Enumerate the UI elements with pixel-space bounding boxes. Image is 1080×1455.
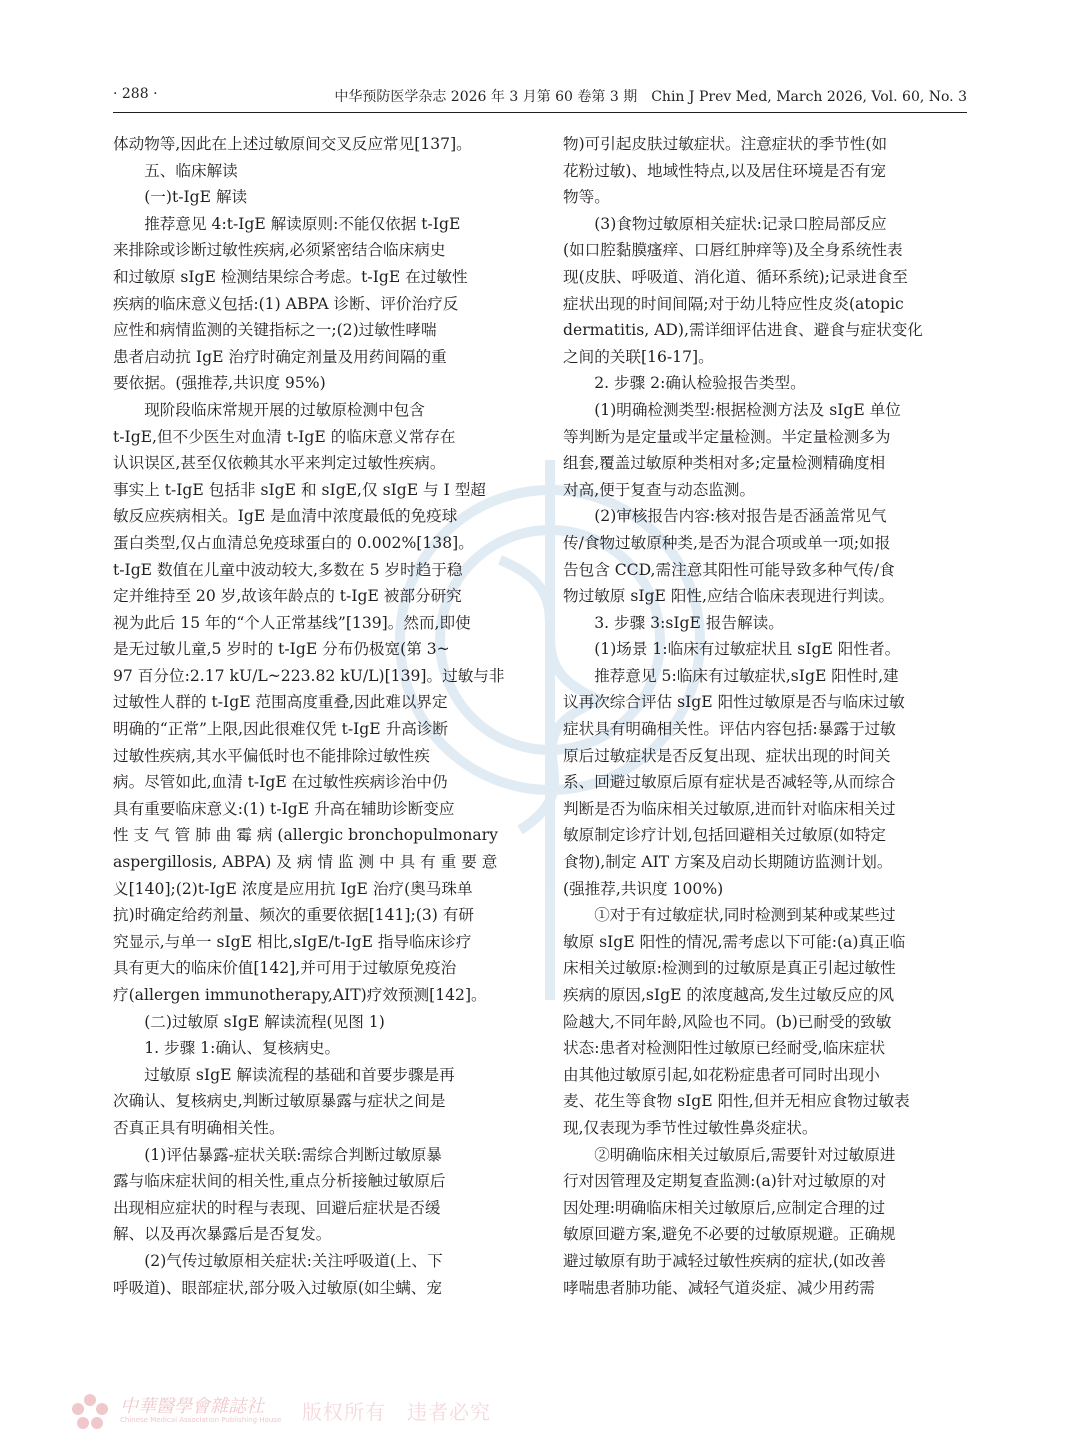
left-column bbox=[113, 131, 517, 1301]
text-line: 疗(allergen immunotherapy,AIT)疗效预测[142]。 bbox=[113, 986, 487, 1004]
text-line: 之间的关联[16-17]。 bbox=[563, 347, 714, 366]
text-line: ①对于有过敏症状,同时检测到某种或某些过 bbox=[594, 906, 896, 925]
text-line: 物)可引起皮肤过敏症状。注意症状的季节性(如 bbox=[563, 135, 888, 153]
text-line: (2)气传过敏原相关症状:关注呼吸道(上、下 bbox=[144, 1251, 443, 1270]
text-line: 性 支 气 管 肺 曲 霉 病 (allergic bronchopulmonary bbox=[113, 826, 498, 845]
text-line: 花粉过敏)、地域性特点,以及居住环境是否有宠 bbox=[563, 161, 886, 180]
text-line: 认识误区,甚至仅依赖其水平来判定过敏性疾病。 bbox=[113, 454, 446, 473]
text-line: 现(皮肤、呼吸道、消化道、循环系统);记录进食至 bbox=[563, 267, 908, 286]
text-line: 险越大,不同年龄,风险也不同。(b)已耐受的致敏 bbox=[563, 1012, 892, 1031]
text-line: 事实上 t-IgE 包括非 sIgE 和 sIgE,仅 sIgE 与 Ⅰ 型超 bbox=[113, 480, 486, 499]
text-line: 现,仅表现为季节性过敏性鼻炎症状。 bbox=[563, 1118, 818, 1137]
text-line: 出现相应症状的时程与表现、回避后症状是否缓 bbox=[113, 1198, 441, 1217]
publisher-watermark bbox=[70, 1390, 590, 1440]
publisher-name: 中華醫學會雜誌社 bbox=[120, 1396, 264, 1417]
page-number: · 288 · bbox=[113, 86, 158, 102]
text-line: (1)明确检测类型:根据检测方法及 sIgE 单位 bbox=[594, 400, 901, 419]
publisher-name-en: Chinese Medical Association Publishing House bbox=[120, 1416, 282, 1424]
publisher-logo-icon bbox=[70, 1392, 110, 1432]
text-line: 具有重要临床意义:(1) t-IgE 升高在辅助诊断变应 bbox=[113, 799, 455, 818]
right-column bbox=[563, 131, 967, 1301]
text-line: 物过敏原 sIgE 阳性,应结合临床表现进行判读。 bbox=[563, 587, 895, 606]
text-line: 否真正具有明确相关性。 bbox=[113, 1118, 285, 1137]
text-line: 床相关过敏原:检测到的过敏原是真正引起过敏性 bbox=[563, 959, 896, 978]
text-line: 由其他过敏原引起,如花粉症患者可同时出现小 bbox=[563, 1065, 880, 1084]
text-line: 敏反应疾病相关。IgE 是血清中浓度最低的免疫球 bbox=[113, 507, 458, 526]
text-line: t-IgE 数值在儿童中波动较大,多数在 5 岁时趋于稳 bbox=[113, 560, 463, 579]
text-line: (一)t-IgE 解读 bbox=[144, 188, 248, 207]
text-line: 过敏性人群的 t-IgE 范围高度重叠,因此难以界定 bbox=[113, 693, 448, 712]
text-line: 组套,覆盖过敏原种类相对多;定量检测精确度相 bbox=[563, 454, 886, 473]
text-line: 等判断为是定量或半定量检测。半定量检测多为 bbox=[563, 427, 891, 446]
text-line: 因处理:明确临床相关过敏原后,应制定合理的过 bbox=[563, 1198, 886, 1217]
text-line: 呼吸道)、眼部症状,部分吸入过敏原(如尘螨、宠 bbox=[113, 1278, 442, 1297]
text-line: 究显示,与单一 sIgE 相比,sIgE/t-IgE 指导临床诊疗 bbox=[113, 932, 472, 951]
text-line: 现阶段临床常规开展的过敏原检测中包含 bbox=[144, 400, 425, 419]
running-header bbox=[113, 86, 967, 110]
text-line: (强推荐,共识度 100%) bbox=[563, 879, 724, 898]
text-line: 体动物等,因此在上述过敏原间交叉反应常见[137]。 bbox=[113, 135, 472, 153]
text-line: (3)食物过敏原相关症状:记录口腔局部反应 bbox=[594, 214, 887, 233]
text-line: aspergillosis, ABPA) 及 病 情 监 测 中 具 有 重 要 意 bbox=[113, 853, 498, 872]
journal-citation: 中华预防医学杂志 2026 年 3 月第 60 卷第 3 期 Chin J Prev Med, March 2026, Vol. 60, No. 3 bbox=[334, 89, 967, 105]
text-line: 原后过敏症状是否反复出现、症状出现的时间关 bbox=[563, 746, 891, 765]
text-line: 敏原 sIgE 阳性的情况,需考虑以下可能:(a)真正临 bbox=[563, 932, 906, 951]
text-line: (1)评估暴露-症状关联:需综合判断过敏原暴 bbox=[144, 1145, 442, 1164]
text-line: 疾病的临床意义包括:(1) ABPA 诊断、评价治疗反 bbox=[113, 294, 459, 313]
text-line: 麦、花生等食物 sIgE 阳性,但并无相应食物过敏表 bbox=[563, 1092, 910, 1111]
text-line: (二)过敏原 sIgE 解读流程(见图 1) bbox=[144, 1012, 385, 1031]
text-line: 定并维持至 20 岁,故该年龄点的 t-IgE 被部分研究 bbox=[113, 587, 462, 606]
text-line: dermatitis, AD),需详细评估进食、避食与症状变化 bbox=[563, 321, 923, 340]
text-line: 物等。 bbox=[563, 188, 610, 207]
text-line: 过敏性疾病,其水平偏低时也不能排除过敏性疾 bbox=[113, 746, 430, 765]
text-line: t-IgE,但不少医生对血清 t-IgE 的临床意义常存在 bbox=[113, 427, 456, 446]
text-line: 哮喘患者肺功能、减轻气道炎症、减少用药需 bbox=[563, 1278, 875, 1297]
text-line: 五、临床解读 bbox=[144, 161, 238, 180]
text-line: (2)审核报告内容:核对报告是否涵盖常见气 bbox=[594, 507, 887, 526]
text-line: 和过敏原 sIgE 检测结果综合考虑。t-IgE 在过敏性 bbox=[113, 267, 468, 286]
text-line: 过敏原 sIgE 解读流程的基础和首要步骤是再 bbox=[144, 1065, 455, 1084]
text-line: 疾病的原因,sIgE 的浓度越高,发生过敏反应的风 bbox=[563, 986, 895, 1004]
header-rule bbox=[113, 112, 967, 113]
text-line: 露与临床症状间的相关性,重点分析接触过敏原后 bbox=[113, 1172, 446, 1191]
text-line: (如口腔黏膜瘙痒、口唇红肿痒等)及全身系统性表 bbox=[563, 241, 903, 260]
text-line: 判断是否为临床相关过敏原,进而针对临床相关过 bbox=[563, 799, 896, 818]
text-line: 是无过敏儿童,5 岁时的 t-IgE 分布仍极宽(第 3~ bbox=[113, 640, 450, 659]
text-line: 视为此后 15 年的“个人正常基线”[139]。然而,即使 bbox=[113, 613, 471, 632]
text-line: 解、以及再次暴露后是否复发。 bbox=[113, 1225, 332, 1244]
text-line: 状态:患者对检测阳性过敏原已经耐受,临床症状 bbox=[563, 1039, 886, 1058]
text-line: 明确的“正常”上限,因此很难仅凭 t-IgE 升高诊断 bbox=[113, 720, 448, 739]
text-line: 应性和病情监测的关键指标之一;(2)过敏性哮喘 bbox=[113, 321, 437, 340]
text-line: 敏原回避方案,避免不必要的过敏原规避。正确规 bbox=[563, 1225, 896, 1244]
text-line: 来排除或诊断过敏性疾病,必须紧密结合临床病史 bbox=[113, 241, 446, 260]
copyright-slogan: 版权所有 违者必究 bbox=[302, 1400, 491, 1424]
text-line: 3. 步骤 3:sIgE 报告解读。 bbox=[594, 613, 784, 632]
text-line: 推荐意见 4:t-IgE 解读原则:不能仅依据 t-IgE bbox=[144, 214, 461, 233]
text-line: 对高,便于复查与动态监测。 bbox=[563, 480, 756, 499]
text-line: 蛋白类型,仅占血清总免疫球蛋白的 0.002%[138]。 bbox=[113, 533, 474, 552]
text-line: 抗)时确定给药剂量、频次的重要依据[141];(3) 有研 bbox=[113, 906, 475, 925]
text-line: 病。尽管如此,血清 t-IgE 在过敏性疾病诊治中仍 bbox=[113, 773, 448, 792]
text-line: 97 百分位:2.17 kU/L~223.82 kU/L)[139]。过敏与非 bbox=[113, 666, 505, 685]
text-line: 议再次综合评估 sIgE 阳性过敏原是否与临床过敏 bbox=[563, 693, 905, 712]
text-line: 系、回避过敏原后原有症状是否减轻等,从而综合 bbox=[563, 773, 896, 792]
text-line: 传/食物过敏原种类,是否为混合项或单一项;如报 bbox=[563, 533, 891, 552]
text-line: 患者启动抗 IgE 治疗时确定剂量及用药间隔的重 bbox=[113, 347, 447, 366]
text-line: 2. 步骤 2:确认检验报告类型。 bbox=[594, 374, 806, 393]
text-line: 要依据。(强推荐,共识度 95%) bbox=[113, 374, 326, 393]
text-line: 避过敏原有助于减轻过敏性疾病的症状,(如改善 bbox=[563, 1251, 886, 1270]
text-line: 具有更大的临床价值[142],并可用于过敏原免疫治 bbox=[113, 959, 457, 978]
text-line: 1. 步骤 1:确认、复核病史。 bbox=[144, 1039, 341, 1058]
text-line: 食物),制定 AIT 方案及启动长期随访监测计划。 bbox=[563, 853, 893, 872]
text-line: 行对因管理及定期复查监测:(a)针对过敏原的对 bbox=[563, 1172, 886, 1191]
text-line: 义[140];(2)t-IgE 浓度是应用抗 IgE 治疗(奥马珠单 bbox=[113, 879, 473, 898]
text-line: 次确认、复核病史,判断过敏原暴露与症状之间是 bbox=[113, 1092, 446, 1111]
text-line: (1)场景 1:临床有过敏症状且 sIgE 阳性者。 bbox=[594, 640, 901, 659]
text-line: ②明确临床相关过敏原后,需要针对过敏原进 bbox=[594, 1145, 896, 1164]
text-line: 症状具有明确相关性。评估内容包括:暴露于过敏 bbox=[563, 720, 896, 739]
text-line: 推荐意见 5:临床有过敏症状,sIgE 阳性时,建 bbox=[594, 666, 899, 685]
text-line: 敏原制定诊疗计划,包括回避相关过敏原(如特定 bbox=[563, 826, 886, 845]
text-line: 症状出现的时间间隔;对于幼儿特应性皮炎(atopic bbox=[563, 294, 904, 313]
text-line: 告包含 CCD,需注意其阳性可能导致多种气传/食 bbox=[563, 560, 895, 579]
